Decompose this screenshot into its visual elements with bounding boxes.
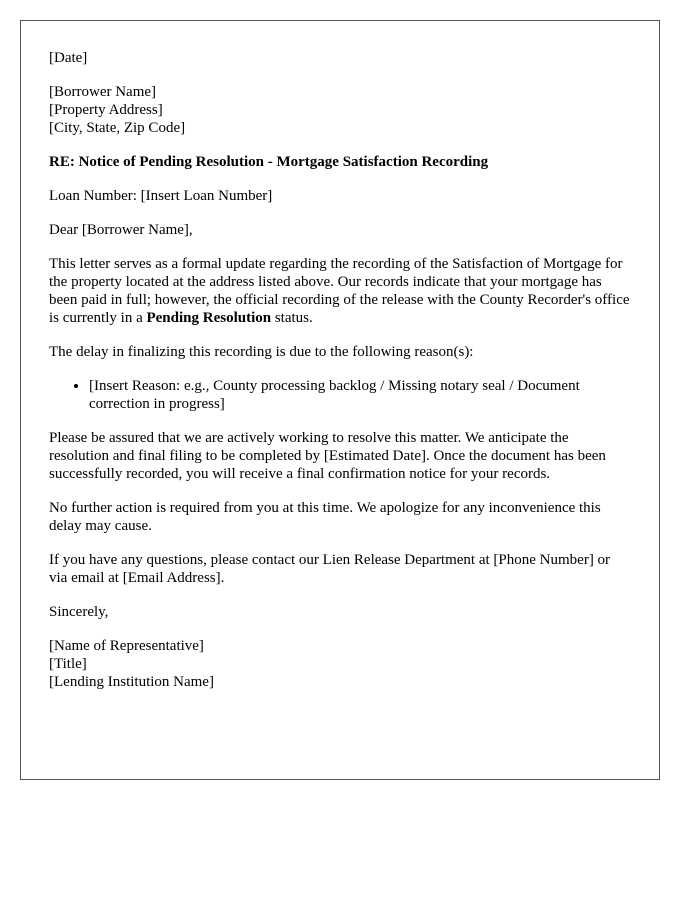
reason-list [49, 377, 631, 413]
paragraph-delay: The delay in finalizing this recording is due to the following reason(s): [49, 344, 474, 360]
letter-page [20, 20, 660, 780]
paragraph-status-before: This letter serves as a formal update regarding the recording of the Satisfaction of Mortgage for the property located at the address listed above. Our records indicate that your mortgage has been paid in full; however, the official recording of the release with the County Recorder's office is currently in a [49, 256, 630, 326]
loan-number: Loan Number: [Insert Loan Number] [49, 188, 273, 204]
recipient-city-state-zip: [City, State, Zip Code] [49, 120, 186, 136]
letter-date: [Date] [49, 50, 88, 66]
paragraph-no-action: No further action is required from you at this time. We apologize for any inconvenience this delay may cause. [49, 500, 601, 534]
salutation: Dear [Borrower Name], [49, 222, 193, 238]
signature-title: [Title] [49, 656, 87, 672]
signature-name: [Name of Representative] [49, 638, 204, 654]
recipient-name: [Borrower Name] [49, 84, 157, 100]
paragraph-status [49, 255, 631, 327]
recipient-block [49, 83, 631, 137]
paragraph-status-after: status. [271, 310, 313, 326]
letter-subject: RE: Notice of Pending Resolution - Mortgage Satisfaction Recording [49, 154, 489, 170]
signature-block [49, 637, 631, 691]
paragraph-contact: If you have any questions, please contact our Lien Release Department at [Phone Number] or via email at [Email Address]. [49, 552, 611, 586]
recipient-address: [Property Address] [49, 102, 163, 118]
status-pending-resolution: Pending Resolution [146, 310, 272, 326]
closing: Sincerely, [49, 604, 109, 620]
reason-list-item: • [Insert Reason: e.g., County processing backlog / Missing notary seal / Document correction in progress] [89, 377, 631, 413]
paragraph-resolution: Please be assured that we are actively working to resolve this matter. We anticipate the resolution and final filing to be completed by [Estimated Date]. Once the document has been successfully recorded, you will receive a final confirmation notice for your records. [49, 430, 606, 482]
signature-institution: [Lending Institution Name] [49, 674, 214, 690]
